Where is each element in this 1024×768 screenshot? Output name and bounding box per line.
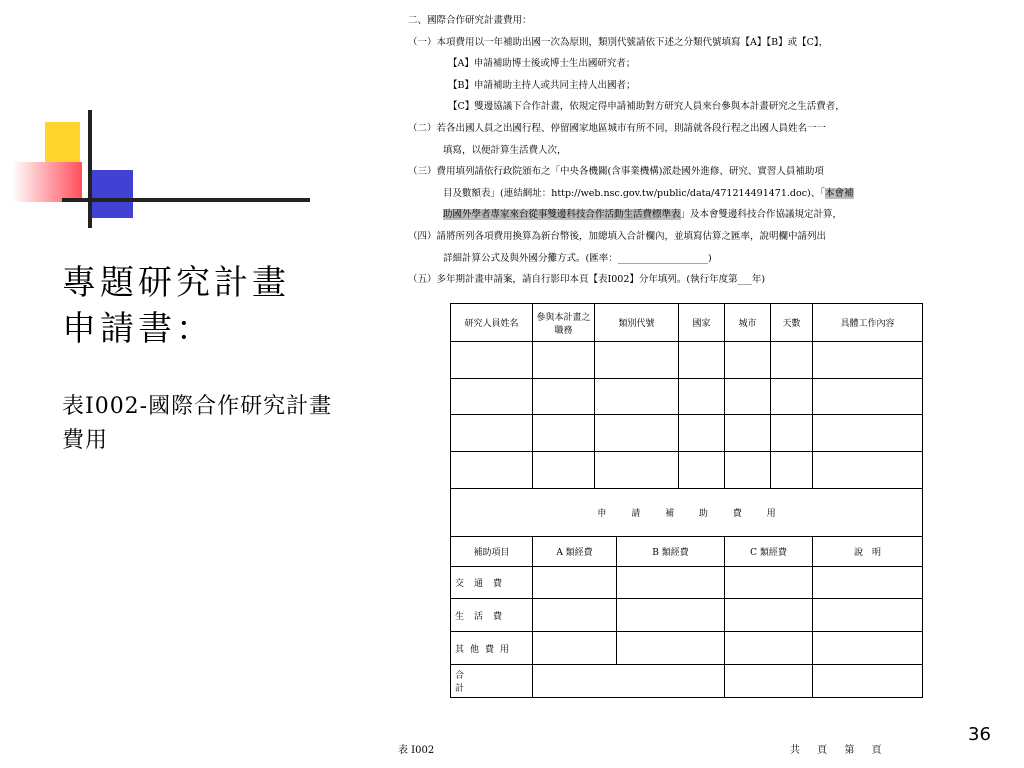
fee-row-label: 合計	[451, 665, 533, 698]
table-row	[451, 452, 923, 489]
slide-title	[62, 260, 290, 352]
page-count-field: 共 頁 第 頁	[790, 745, 882, 756]
fee-row-label: 交通費	[451, 567, 533, 599]
instruction-line: （五）多年期計畫申請案，請自行影印本頁【表I002】分年填列。(執行年度第___年)	[408, 274, 766, 286]
page-number: 36	[968, 724, 991, 745]
instruction-line: 詳細計算公式及與外國分攤方式。(匯率：___________________)	[443, 252, 712, 264]
instruction-line: （一）本項費用以一年補助出國一次為原則，類別代號請依下述之分類代號填寫【A】【B】或【C】，	[408, 36, 829, 48]
table-header: 類別代號	[595, 304, 679, 342]
fee-row-label: 其他費用	[451, 632, 533, 665]
fee-header: B 類經費	[617, 537, 725, 567]
table-row	[451, 379, 923, 415]
table-header: 國家	[679, 304, 725, 342]
table-row	[451, 665, 923, 698]
fee-section-title: 申 請 補 助 費 用	[451, 489, 923, 537]
table-row	[451, 567, 923, 599]
fee-header: 說 明	[813, 537, 923, 567]
fee-header: C 類經費	[725, 537, 813, 567]
instruction-line: 填寫，以便計算生活費人次，	[443, 144, 567, 156]
table-row	[451, 415, 923, 452]
instruction-line: 【C】雙邊協議下合作計畫，依規定得申請補助對方研究人員來台參與本計畫研究之生活費者，	[448, 101, 845, 113]
table-header: 天數	[771, 304, 813, 342]
slide-subtitle: 表I002-國際合作研究計畫費用	[62, 394, 333, 453]
table-header: 城市	[725, 304, 771, 342]
instruction-line: 助國外學者專家來台從事雙邊科技合作活動生活費標準表」及本會雙邊科技合作協議規定計算，	[443, 209, 843, 221]
table-header: 研究人員姓名	[451, 304, 533, 342]
instruction-line: （二）若各出國人員之出國行程、停留國家地區城市有所不同，則請就各段行程之出國人員姓名一一	[408, 122, 827, 134]
instruction-line: 【B】申請補助主持人或共同主持人出國者；	[448, 79, 636, 91]
instruction-line: 【A】申請補助博士後或博士生出國研究者；	[448, 58, 636, 70]
table-header: 具體工作內容	[813, 304, 923, 342]
form-code: 表 I002	[398, 745, 435, 756]
expense-table	[450, 303, 923, 698]
instruction-line: （四）請將所列各項費用換算為新台幣後，加總填入合計欄內，並填寫估算之匯率，說明欄中請列出	[408, 230, 827, 242]
table-row	[451, 342, 923, 379]
fee-header: 補助項目	[451, 537, 533, 567]
fee-header: A 類經費	[533, 537, 617, 567]
slide-title-line1: 專題研究計畫	[62, 263, 290, 303]
fee-row-label: 生活費	[451, 599, 533, 632]
instruction-line: 目及數額表」(連結網址：http://web.nsc.gov.tw/public/data/471214491471.doc)、「本會補	[443, 187, 854, 199]
table-header: 參與本計畫之職務	[533, 304, 595, 342]
section-heading: 二、國際合作研究計畫費用：	[408, 15, 532, 26]
form-instructions	[408, 10, 968, 291]
slide-title-line2: 申請書：	[62, 309, 214, 349]
table-row	[451, 632, 923, 665]
decorative-logo	[0, 100, 310, 240]
instruction-line: （三）費用填列請依行政院頒布之「中央各機關(含事業機構)派赴國外進修、研究、實習人員補助項	[408, 166, 824, 178]
table-row	[451, 599, 923, 632]
